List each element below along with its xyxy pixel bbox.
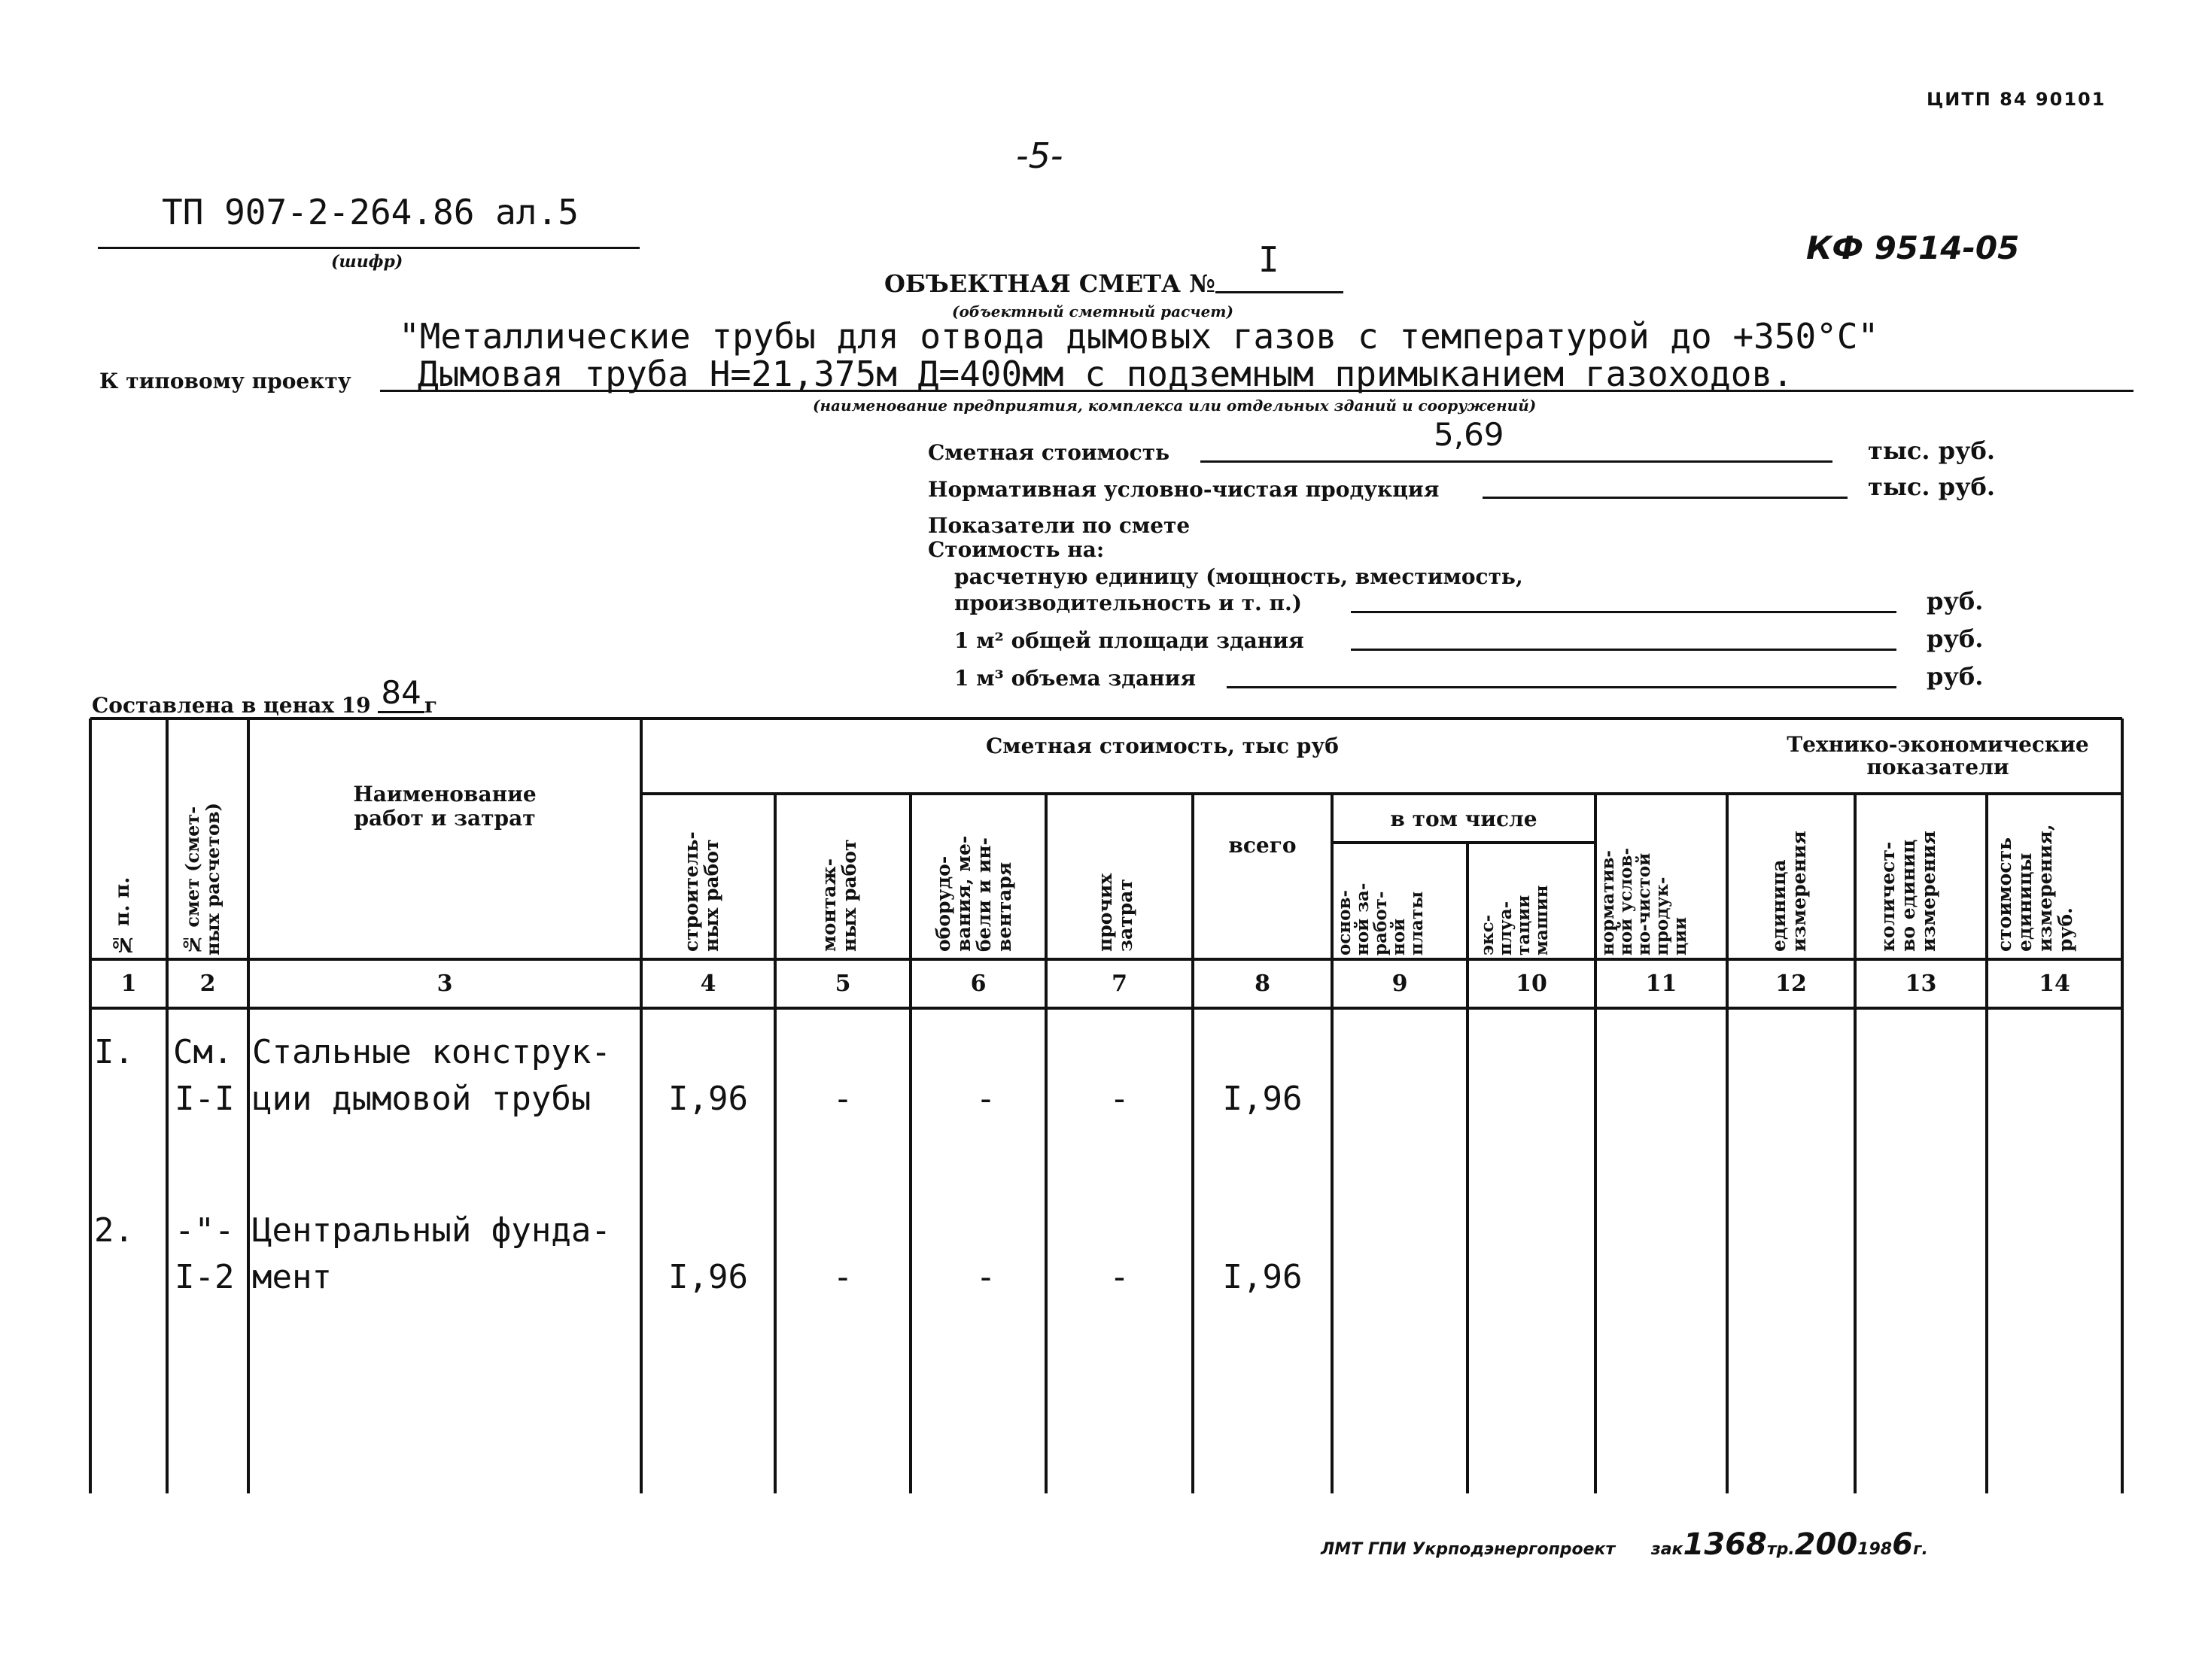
row-work-name: мент	[252, 1258, 332, 1296]
column-number: 9	[1391, 971, 1408, 997]
unit-rub-2: руб.	[1927, 624, 1984, 653]
header-col-other: прочих затрат	[1094, 873, 1136, 952]
year-digit: 6	[1892, 1527, 1913, 1562]
object-name-line-2: Дымовая труба Н=21,375м Д=400мм с подземным примыканием газоходов.	[418, 354, 1793, 394]
header-col-unit-cost: стоимость единицы измерения, руб.	[1994, 824, 2076, 952]
indicators-label: Показатели по смете	[928, 513, 1191, 538]
row-work-name: Стальные конструк-	[252, 1033, 611, 1071]
document-code: ТП 907-2-264.86 ал.5	[162, 192, 579, 232]
project-label: К типовому проекту	[99, 369, 351, 393]
row-work-name: Центральный фунда-	[252, 1211, 611, 1250]
normative-unit: тыс. руб.	[1868, 472, 1996, 501]
column-number: 1	[120, 971, 137, 997]
header-col-quantity: количест- во единиц измерения	[1877, 831, 1939, 952]
header-col-unit: единица измерения	[1768, 831, 1810, 952]
row-other-cost: -	[1109, 1080, 1130, 1118]
row-construction-cost: I,96	[668, 1258, 748, 1296]
row-construction-cost: I,96	[668, 1080, 748, 1118]
page-number: -5-	[1016, 135, 1063, 176]
printer-name: ЛМТ ГПИ Укрподэнергопроект	[1321, 1540, 1616, 1559]
tirage-prefix: тр.	[1766, 1540, 1795, 1559]
prices-year: 84	[378, 674, 424, 713]
column-number: 3	[436, 971, 453, 997]
handwritten-code: КФ 9514-05	[1806, 229, 2020, 266]
prices-label-text: Составлена в ценах 19	[92, 693, 371, 718]
row-installation-cost: -	[832, 1080, 853, 1118]
column-number: 12	[1775, 971, 1807, 997]
year-suffix: г.	[1912, 1540, 1928, 1559]
unit-label-1: расчетную единицу (мощность, вместимость,	[954, 564, 1523, 589]
row-total-cost: I,96	[1222, 1258, 1303, 1296]
column-number: 8	[1255, 971, 1270, 997]
column-number: 2	[199, 971, 216, 997]
normative-label: Нормативная условно-чистая продукция	[928, 477, 1440, 502]
order-prefix: зак	[1650, 1540, 1683, 1559]
object-name-caption: (наименование предприятия, комплекса или отдельных зданий и сооружений)	[813, 396, 1537, 415]
row-installation-cost: -	[832, 1258, 853, 1296]
row-total-cost: I,96	[1222, 1080, 1303, 1118]
cost-value: 5,69	[1434, 416, 1504, 453]
row-number: I.	[94, 1033, 134, 1071]
cost-on-label: Стоимость на:	[928, 537, 1105, 562]
header-group-tech: Технико-экономические показатели	[1787, 732, 2089, 779]
header-col-estimate-no: № смет (смет- ных расчетов)	[181, 803, 224, 955]
cost-label: Сметная стоимость	[928, 440, 1170, 465]
row-equipment-cost: -	[975, 1080, 996, 1118]
row-work-name: ции дымовой трубы	[252, 1080, 592, 1118]
tirage-number: 200	[1794, 1527, 1858, 1562]
volume-label: 1 м³ объема здания	[954, 666, 1197, 691]
header-group-cost: Сметная стоимость, тыс руб	[986, 734, 1339, 758]
row-other-cost: -	[1109, 1258, 1130, 1296]
column-number: 5	[835, 971, 851, 997]
header-col-normative: норматив- ной услов- но-чистой продук- ции	[1598, 847, 1690, 955]
area-label: 1 м² общей площади здания	[954, 628, 1304, 653]
estimate-title: ОБЪЕКТНАЯ СМЕТА №	[884, 269, 1215, 298]
header-col-total: всего	[1228, 833, 1297, 858]
header-col-machines: экс- плуа- тации машин	[1477, 885, 1552, 955]
object-name-line-1: "Металлические трубы для отвода дымовых газов с температурой до +350°С"	[399, 316, 1879, 357]
row-estimate-ref: См.	[173, 1033, 233, 1071]
order-number: 1368	[1683, 1527, 1767, 1562]
row-equipment-cost: -	[975, 1258, 996, 1296]
cost-unit: тыс. руб.	[1868, 436, 1996, 465]
header-col-wage: основ- ной за- работ- ной платы	[1334, 883, 1427, 955]
year-prefix: 198	[1857, 1540, 1893, 1559]
header-col-name: Наименование работ и затрат	[353, 782, 537, 831]
estimate-subtitle: (объектный сметный расчет)	[952, 302, 1233, 321]
prices-suffix: г	[424, 693, 438, 718]
header-col-equipment: оборудо- вания, ме- бели и ин- вентаря	[932, 835, 1015, 952]
archive-stamp: ЦИТП 84 90101	[1927, 89, 2106, 110]
column-number: 4	[700, 971, 716, 997]
unit-label-2: производительность и т. п.)	[954, 591, 1303, 615]
column-number: 13	[1905, 971, 1937, 997]
header-col-no: № п. п.	[111, 876, 134, 955]
header-col-construction: строитель- ных работ	[680, 831, 722, 952]
column-number: 11	[1645, 971, 1677, 997]
row-estimate-ref: I-I	[175, 1080, 235, 1118]
document-code-caption: (шифр)	[331, 252, 403, 272]
row-estimate-ref: I-2	[175, 1258, 235, 1296]
unit-rub-1: руб.	[1927, 587, 1984, 615]
column-number: 6	[970, 971, 987, 997]
column-number: 10	[1516, 971, 1547, 997]
column-number: 14	[2039, 971, 2070, 997]
row-estimate-ref: -"-	[175, 1211, 235, 1250]
header-group-including: в том числе	[1390, 807, 1537, 831]
printer-imprint	[1321, 1527, 1928, 1562]
unit-rub-3: руб.	[1927, 662, 1984, 691]
column-number: 7	[1112, 971, 1127, 997]
row-number: 2.	[94, 1211, 134, 1250]
estimate-number: I	[1258, 239, 1279, 280]
header-col-installation: монтаж- ных работ	[818, 839, 860, 952]
